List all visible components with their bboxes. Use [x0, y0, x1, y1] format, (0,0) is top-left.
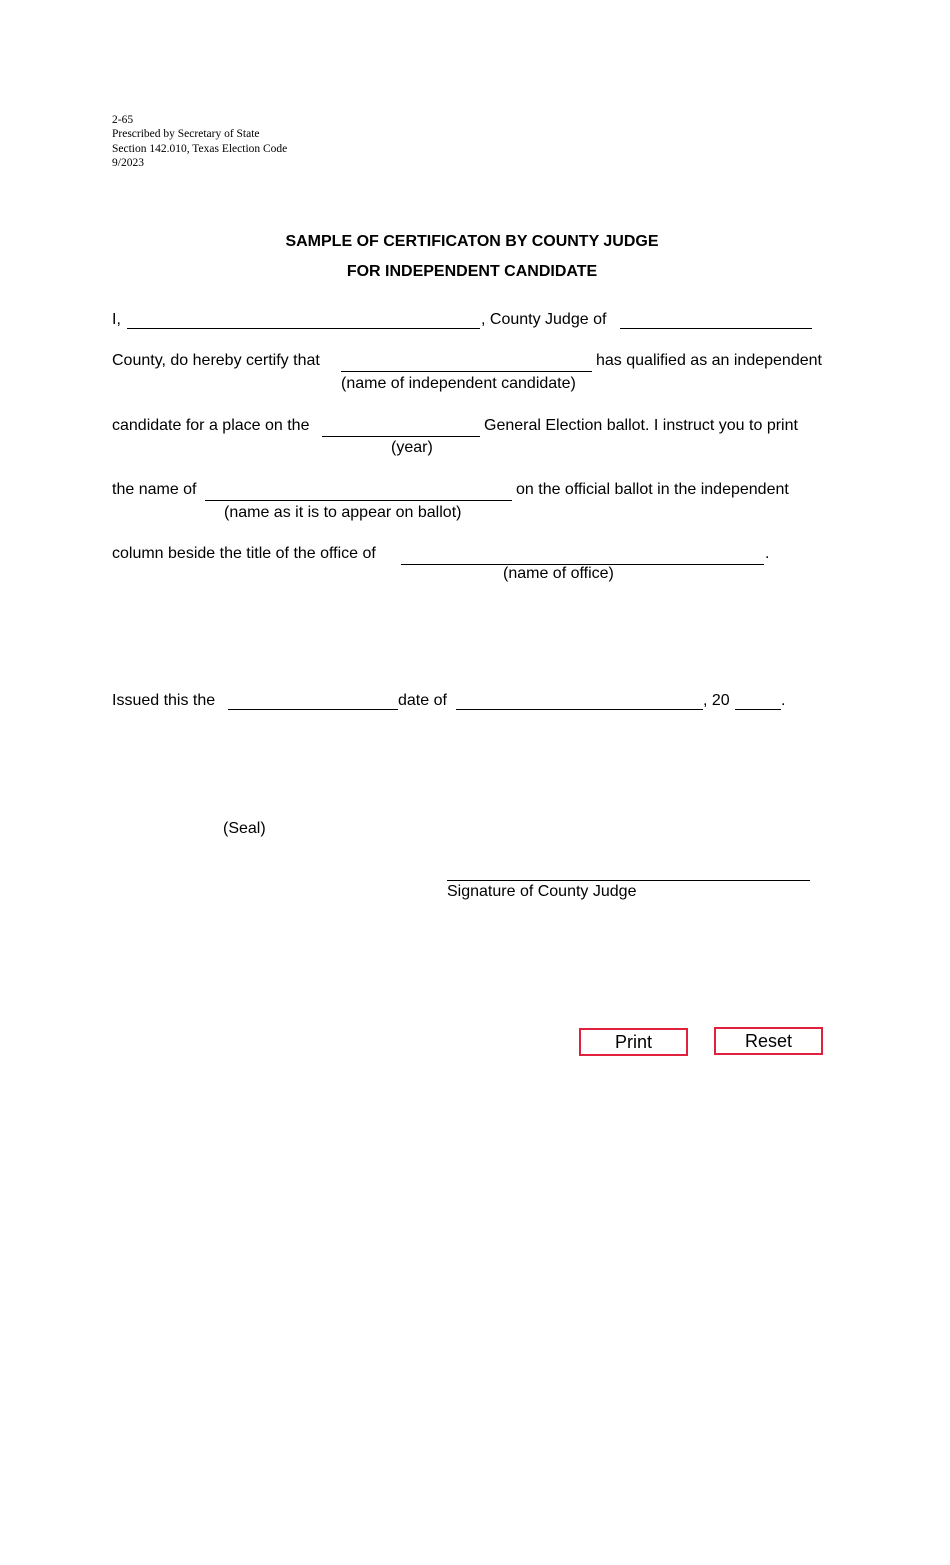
- statute-section: Section 142.010, Texas Election Code: [112, 142, 288, 155]
- line4-suffix: on the official ballot in the independent: [516, 481, 789, 498]
- county-field[interactable]: [620, 310, 812, 329]
- line4-prefix: the name of: [112, 481, 197, 498]
- issued-prefix: Issued this the: [112, 692, 216, 709]
- signature-caption: Signature of County Judge: [447, 883, 637, 900]
- form-number: 2-65: [112, 114, 134, 126]
- line1-middle: , County Judge of: [481, 311, 607, 328]
- ballot-name-field[interactable]: [205, 482, 512, 501]
- title-line-1: SAMPLE OF CERTIFICATON BY COUNTY JUDGE: [285, 233, 659, 250]
- issued-day-field[interactable]: [228, 691, 398, 710]
- judge-name-field[interactable]: [127, 310, 480, 329]
- office-caption: (name of office): [503, 565, 614, 582]
- line2-suffix: has qualified as an independent: [596, 352, 822, 369]
- candidate-caption: (name of independent candidate): [341, 375, 576, 392]
- office-field[interactable]: [401, 546, 764, 565]
- issued-month-field[interactable]: [456, 691, 703, 710]
- line2-prefix: County, do hereby certify that: [112, 352, 320, 369]
- revision-date: 9/2023: [112, 156, 144, 169]
- seal-label: (Seal): [223, 820, 266, 837]
- year-field[interactable]: [322, 418, 480, 437]
- title-line-2: FOR INDEPENDENT CANDIDATE: [346, 263, 598, 280]
- line3-prefix: candidate for a place on the: [112, 417, 310, 434]
- candidate-name-field[interactable]: [341, 353, 592, 372]
- reset-button[interactable]: Reset: [714, 1027, 823, 1055]
- line3-suffix: General Election ballot. I instruct you to print: [484, 417, 798, 434]
- line5-prefix: column beside the title of the office of: [112, 545, 376, 562]
- issued-suffix: .: [781, 692, 786, 709]
- print-button[interactable]: Print: [579, 1028, 688, 1056]
- issued-year-field[interactable]: [735, 691, 781, 710]
- signature-line: [447, 880, 810, 881]
- year-caption: (year): [391, 439, 433, 456]
- line5-suffix: .: [765, 545, 770, 562]
- ballot-name-caption: (name as it is to appear on ballot): [224, 504, 462, 521]
- issued-middle: date of: [398, 692, 447, 709]
- line1-prefix: I,: [112, 311, 121, 328]
- prescribed-by: Prescribed by Secretary of State: [112, 128, 260, 141]
- form-header: [112, 113, 287, 170]
- issued-year-prefix: , 20: [703, 692, 730, 709]
